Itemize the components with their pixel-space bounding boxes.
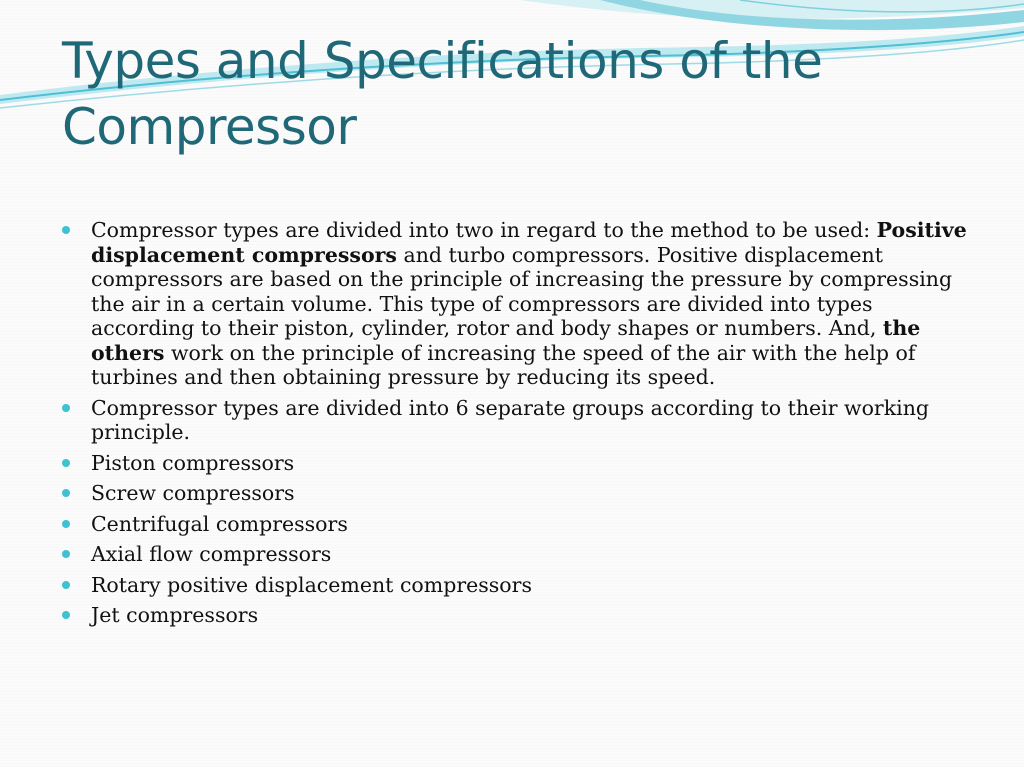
bullet-dot-icon bbox=[62, 520, 70, 528]
bullet-text: Screw compressors bbox=[91, 481, 295, 505]
slide-title: Types and Specifications of the Compressor bbox=[62, 32, 823, 156]
bold-term: the others bbox=[91, 316, 921, 365]
bullet-text: Piston compressors bbox=[91, 450, 295, 475]
bullet-item bbox=[62, 603, 972, 628]
bullet-item bbox=[62, 451, 972, 476]
bullet-text: Rotary positive displacement compressors bbox=[91, 572, 532, 597]
bullet-text-segment: work on the principle of increasing the speed of the air with the help of turbines and then obtaining pressure by reducing its speed. bbox=[91, 340, 916, 389]
bullet-dot-icon bbox=[62, 611, 70, 619]
bullet-item bbox=[62, 218, 972, 390]
bullet-text: Compressor types are divided into 6 separate groups according to their working principle. bbox=[91, 395, 930, 444]
bullet-item bbox=[62, 481, 972, 506]
bullet-text-segment: and turbo compressors. Positive displacement compressors are based on the principle of increasing the pressure by compressing the air in a certain volume. This type of compressors are divided into types according to their piston, cylinder, rotor and body shapes or numbers. And, bbox=[91, 242, 953, 340]
bullet-text: Centrifugal compressors bbox=[91, 511, 348, 536]
bullet-dot-icon bbox=[62, 459, 70, 467]
bullet-dot-icon bbox=[62, 226, 70, 234]
bullet-list bbox=[62, 218, 972, 634]
bullet-dot-icon bbox=[62, 404, 70, 412]
bold-term: Positive displacement compressors bbox=[91, 218, 967, 267]
bullet-dot-icon bbox=[62, 489, 70, 497]
bullet-item bbox=[62, 396, 972, 445]
bullet-text: Axial flow compressors bbox=[91, 542, 332, 566]
bullet-item bbox=[62, 512, 972, 537]
bullet-text: Jet compressors bbox=[91, 603, 259, 627]
bullet-item bbox=[62, 542, 972, 567]
bullet-text-segment: Compressor types are divided into two in regard to the method to be used: bbox=[91, 218, 877, 242]
bullet-item bbox=[62, 573, 972, 598]
bullet-dot-icon bbox=[62, 550, 70, 558]
bullet-dot-icon bbox=[62, 581, 70, 589]
